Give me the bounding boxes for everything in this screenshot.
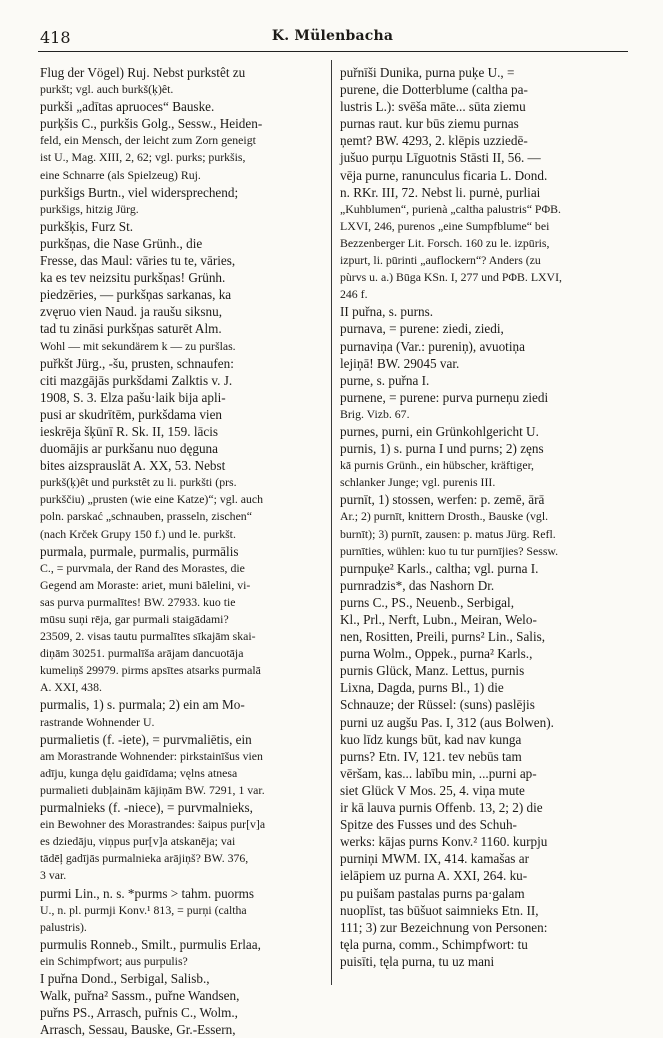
text-line: tęla purna, comm., Schimpfwort: tu — [340, 936, 528, 952]
text-line: burnīt); 3) purnīt, zausen: p. matus Jürg. Refl. — [340, 526, 556, 541]
text-line: tādēļ gadījās purmalnieka arājiņš? BW. 376, — [40, 851, 249, 866]
text-line: purkščiu) „prusten (wie eine Katze)“; vgl. auch — [40, 492, 264, 507]
text-line: ka es tev neizsitu purkšņas! Grünh. — [40, 270, 226, 286]
text-line: purns C., PS., Neuenb., Serbigal, — [340, 594, 514, 610]
text-line: es dziedāju, viņpus pur[v]a atskanēja; vai — [40, 834, 236, 849]
text-line: purnaviņa (Var.: pureniņ), avuotiņa — [340, 338, 525, 354]
column-divider — [331, 60, 332, 985]
text-line: purnis, 1) s. purna I und purns; 2) zęns — [340, 441, 544, 457]
text-line: Bezzenberger Lit. Forsch. 160 zu le. izpūris, — [340, 235, 550, 250]
text-line: purmalietis (f. -iete), = purvmaliētis, ein — [40, 731, 252, 747]
text-line: Walk, puřna² Sassm., puřne Wandsen, — [40, 988, 240, 1004]
text-line: purkšt; vgl. auch burkš(ķ)êt. — [40, 82, 174, 97]
running-head: K. Mülenbacha — [271, 28, 394, 44]
text-line: purnene, = purene: purva purneņu ziedi — [340, 389, 549, 405]
text-line: 3 var. — [40, 868, 67, 883]
text-line: pu puišam pastalas purns pa·galam — [340, 885, 525, 901]
text-line: ņemt? BW. 4293, 2. klēpis uzziedē- — [340, 133, 528, 149]
text-line: purns? Etn. IV, 121. tev nebūs tam — [340, 748, 522, 764]
text-line: A. XXI, 438. — [40, 680, 102, 695]
text-line: piedzēries, — purkšņas sarkanas, ka — [40, 287, 232, 303]
text-line: Gegend am Moraste: ariet, muni bālelini, vi- — [40, 577, 251, 592]
text-line: purnas raut. kur būs ziemu purnas — [340, 116, 519, 132]
text-line: adīju, kunga dęlu gaidīdama; vęlns atnesa — [40, 765, 238, 780]
text-line: I puřna Dond., Serbigal, Salisb., — [40, 970, 210, 986]
text-line: Brig. Vizb. 67. — [340, 406, 410, 421]
text-line: duomājis ar purkšanu nuo dęguna — [40, 441, 218, 457]
text-line: jušuo purņu Līguotnis Stāsti II, 56. — — [340, 150, 541, 166]
text-line: purmala, purmale, purmalis, purmālis — [40, 543, 239, 559]
text-line: 111; 3) zur Bezeichnung von Personen: — [340, 919, 548, 935]
text-line: Lixna, Dagda, purns Bl., 1) die — [340, 680, 504, 696]
right-column — [340, 64, 630, 970]
text-line: ir kā lauva purnis Offenb. 13, 2; 2) die — [340, 800, 543, 816]
text-line: puřkšt Jürg., -šu, prusten, schnaufen: — [40, 355, 234, 371]
text-line: Arrasch, Sessau, Bauske, Gr.-Essern, — [40, 1022, 236, 1038]
text-line: ieskrēja šķūnī R. Sk. II, 159. lācis — [40, 423, 219, 439]
text-line: Kl., Prl., Nerft, Lubn., Meiran, Welo- — [340, 612, 537, 627]
text-line: ielāpiem uz purna A. XXI, 264. ku- — [340, 868, 528, 884]
text-line: kā purnis Grünh., ein hübscher, kräftiger, — [340, 458, 534, 473]
text-line: purnradzis*, das Nashorn Dr. — [340, 577, 495, 593]
text-line: nen, Rositten, Preili, purns² Lin., Salis, — [340, 629, 546, 645]
text-line: pusi ar skudrītēm, purkšdama vien — [40, 406, 223, 422]
text-line: LXVI, 246, purenos „eine Sumpfblume“ bei — [340, 218, 550, 233]
text-line: ist U., Mag. XIII, 2, 62; vgl. purks; purkšis, — [40, 150, 246, 165]
text-line: purmalis, 1) s. purmala; 2) ein am Mo- — [40, 697, 245, 713]
text-line: werks: kājas purns Konv.² 1160. kurpju — [340, 834, 548, 850]
text-line: palustris). — [40, 919, 87, 934]
text-line: purniņi MWM. IX, 414. kamašas ar — [340, 851, 529, 867]
text-line: (nach Krček Grupy 150 f.) und le. purkšt. — [40, 526, 236, 541]
text-line: purmalnieks (f. -niece), = purvmalnieks, — [40, 800, 253, 816]
text-line: bites aizsprauslāt A. XX, 53. Nebst — [40, 458, 226, 474]
text-line: purkšigs, hitzig Jürg. — [40, 201, 139, 216]
text-line: purķšis C., purkšis Golg., Sessw., Heiden- — [40, 116, 263, 132]
text-line: C., = purvmala, der Rand des Morastes, die — [40, 560, 245, 575]
text-line: lejiņā! BW. 29045 var. — [340, 355, 460, 371]
text-line: zvęruo vien Naud. ja raušu siksnu, — [40, 304, 223, 320]
text-line: vēja purne, ranunculus ficaria L. Dond. — [340, 167, 548, 183]
text-line: rastrande Wohnender U. — [40, 714, 155, 729]
text-line: purene, die Dotterblume (caltha pa- — [340, 82, 528, 98]
text-line: Flug der Vögel) Ruj. Nebst purkstêt zu — [40, 65, 246, 80]
text-line: II puřna, s. purns. — [340, 304, 434, 320]
text-line: nuoplīst, tas būšuot saimnieks Etn. II, — [340, 902, 539, 918]
text-line: Ar.; 2) purnīt, knittern Drosth., Bauske (vgl. — [340, 509, 549, 524]
text-line: „Kuhblumen“, purienà „caltha palustris“ PΦB. — [340, 201, 561, 216]
text-line: purmulis Ronneb., Smilt., purmulis Erlaa, — [40, 936, 261, 952]
text-line: am Morastrande Wohnender: pirkstainīšus vien — [40, 748, 263, 763]
text-line: Wohl — mit sekundärem k — zu puršlas. — [40, 338, 236, 353]
text-line: puisīti, tęla purna, tu uz mani — [340, 953, 495, 969]
text-line: puřnīši Dunika, purna puķe U., = — [340, 65, 515, 80]
text-line: purkši „adītas apruoces“ Bauske. — [40, 99, 215, 115]
text-line: 23509, 2. visas tautu purmalītes sīkajām skai- — [40, 629, 256, 644]
text-line: 1908, S. 3. Elza pašu·laik bija apli- — [40, 389, 226, 405]
text-line: mūsu suņi rēja, gar purmali staigādami? — [40, 612, 229, 626]
text-line: U., n. pl. purmji Konv.¹ 813, = purņi (caltha — [40, 902, 247, 917]
text-line: feld, ein Mensch, der leicht zum Zorn geneigt — [40, 133, 256, 148]
text-line: n. RKr. III, 72. Nebst li. purnė, purliai — [340, 184, 541, 200]
text-line: schlanker Junge; vgl. purenis III. — [340, 475, 496, 490]
text-line: tad tu zināsi purkšņas saturēt Alm. — [40, 321, 222, 337]
text-line: vēršam, kas... labību min, ...purni ap- — [340, 765, 537, 781]
text-line: ein Schimpfwort; aus purpulis? — [40, 953, 188, 968]
text-line: kuo līdz kungs būt, kad nav kunga — [340, 731, 522, 747]
header-rule — [38, 51, 628, 52]
text-line: izpurt, li. pūrinti „auflockern“? Anders (zu — [340, 253, 541, 268]
text-line: sas purva purmalītes! BW. 27933. kuo tie — [40, 594, 236, 609]
text-line: Fresse, das Maul: vāries tu te, vāries, — [40, 253, 236, 269]
text-line: purne, s. puřna I. — [340, 372, 430, 388]
text-line: purni uz augšu Pas. I, 312 (aus Bolwen). — [340, 714, 554, 730]
text-line: lustris L.): svēša māte... sūta ziemu — [340, 99, 526, 115]
page-number: 418 — [40, 28, 71, 47]
text-line: purmi Lin., n. s. *purms > tahm. puorms — [40, 885, 255, 901]
text-line: 246 f. — [340, 287, 368, 302]
text-line: eine Schnarre (als Spielzeug) Ruj. — [40, 167, 201, 182]
text-line: purna Wolm., Oppek., purna² Karls., — [340, 646, 533, 662]
text-line: purnes, purni, ein Grünkohlgericht U. — [340, 423, 539, 439]
text-line: purkšigs Burtn., viel widersprechend; — [40, 184, 239, 200]
text-line: Schnauze; der Rüssel: (suns) paslējis — [340, 697, 535, 713]
text-line: purnis Glück, Manz. Lettus, purnis — [340, 663, 525, 679]
text-line: siet Glück V Mos. 25, 4. viņa mute — [340, 782, 525, 798]
text-line: purnīt, 1) stossen, werfen: p. zemē, ārā — [340, 492, 545, 508]
text-line: purkšķis, Furz St. — [40, 218, 134, 234]
text-line: poln. parskać „schnauben, prasseln, zischen“ — [40, 509, 252, 524]
text-line: kumeliņš 29979. pirms apsītes atsarks purmalā — [40, 663, 261, 678]
page-header — [40, 28, 625, 50]
text-line: purnpuķe² Karls., caltha; vgl. purna I. — [340, 560, 539, 576]
text-line: citi mazgājās purkšdami Zalktis v. J. — [40, 372, 233, 388]
text-line: puřns PS., Arrasch, puřnis C., Wolm., — [40, 1005, 238, 1021]
left-column — [40, 64, 328, 1038]
text-line: Spitze des Fusses und des Schuh- — [340, 817, 517, 833]
text-line: pùrvs u. a.) Būga KSn. I, 277 und PΦB. LXVI, — [340, 270, 562, 285]
text-line: purmalieti dubļainām kājiņām BW. 7291, 1 var. — [40, 782, 265, 797]
text-line: purnava, = purene: ziedi, ziedi, — [340, 321, 504, 337]
text-line: ein Bewohner des Morastrandes: šaipus pur[v]a — [40, 817, 266, 832]
text-line: diņām 30251. purmalīša arājam dancuotāja — [40, 646, 244, 661]
text-line: purkš(ķ)êt und purkstêt zu li. purkšti (prs. — [40, 475, 237, 490]
text-line: purnīties, wühlen: kuo tu tur purnījies? Sessw. — [340, 543, 559, 558]
text-line: purkšņas, die Nase Grünh., die — [40, 235, 203, 251]
